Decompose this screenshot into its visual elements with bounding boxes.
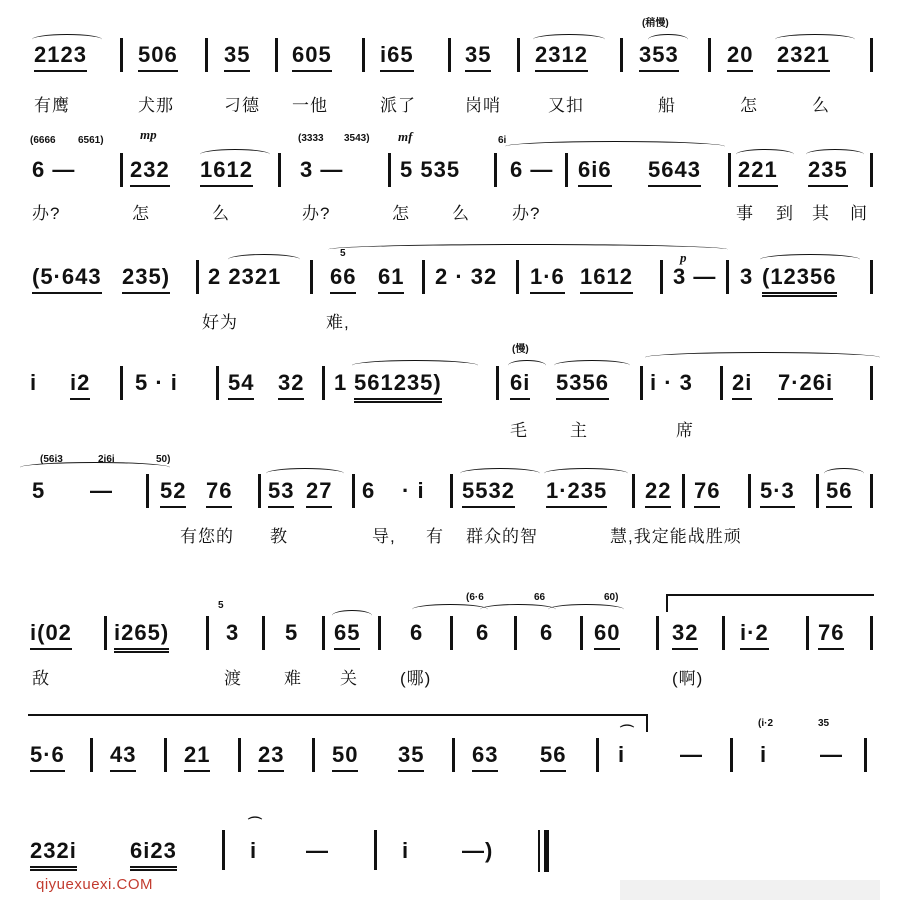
barline xyxy=(275,38,278,72)
note: i xyxy=(250,838,258,863)
barline xyxy=(310,260,313,294)
barline xyxy=(104,616,107,650)
slur xyxy=(460,468,540,479)
barline xyxy=(450,616,453,650)
note: 506 xyxy=(138,40,178,72)
barline xyxy=(374,830,377,870)
note: 232i xyxy=(30,836,77,871)
barline xyxy=(262,616,265,650)
annotation: 60) xyxy=(604,592,619,603)
barline xyxy=(362,38,365,72)
annotation: 35 xyxy=(818,718,830,729)
barline xyxy=(120,153,123,187)
note: — xyxy=(680,742,703,767)
note: 6i23 xyxy=(130,836,177,871)
annotation: (56i3 xyxy=(40,454,63,465)
notes-row-5 xyxy=(0,454,898,516)
note: i·2 xyxy=(740,618,769,650)
lyric: 事 xyxy=(736,204,754,223)
lyric: 刁德 xyxy=(224,96,260,115)
slur xyxy=(533,34,605,45)
note: 56 xyxy=(826,476,852,508)
barline xyxy=(580,616,583,650)
lyric: 么 xyxy=(212,204,230,223)
note: 43 xyxy=(110,740,136,772)
note: 22 xyxy=(645,476,671,508)
lyric: 席 xyxy=(676,421,694,440)
barline xyxy=(870,474,873,508)
note: 2 · 32 xyxy=(435,264,498,289)
note: i65 xyxy=(380,40,414,72)
watermark: qiyuexuexi.COM xyxy=(36,876,154,893)
note: 5·3 xyxy=(760,476,795,508)
barline xyxy=(620,38,623,72)
note: 76 xyxy=(694,476,720,508)
lyric: (啊) xyxy=(672,669,704,688)
note: 65 xyxy=(334,618,360,650)
barline xyxy=(660,260,663,294)
note: 35 xyxy=(465,40,491,72)
note: 1·6 xyxy=(530,262,565,294)
note: 1 xyxy=(334,370,348,395)
note: i xyxy=(30,370,38,395)
barline xyxy=(708,38,711,72)
barline xyxy=(656,616,659,650)
slur xyxy=(775,34,855,45)
slur xyxy=(352,360,478,371)
barline xyxy=(726,260,729,294)
footer-strip xyxy=(620,880,880,900)
barline xyxy=(90,738,93,772)
lyrics-row-6 xyxy=(0,668,898,692)
note: 76 xyxy=(206,476,232,508)
bracket-line xyxy=(646,714,648,732)
slur xyxy=(544,468,628,479)
lyric: 其 xyxy=(812,204,830,223)
lyric: 又扣 xyxy=(548,96,584,115)
note: 3 xyxy=(740,264,754,289)
fermata-icon: ⌒ xyxy=(248,816,262,832)
note: 52 xyxy=(160,476,186,508)
barline xyxy=(322,366,325,400)
note: 63 xyxy=(472,740,498,772)
note: 5·6 xyxy=(30,740,65,772)
slur xyxy=(480,604,556,615)
slur xyxy=(648,34,688,45)
note: 1·235 xyxy=(546,476,607,508)
lyric: 难, xyxy=(326,313,350,332)
note: 54 xyxy=(228,368,254,400)
note: 5356 xyxy=(556,368,609,400)
barline xyxy=(870,153,873,187)
note: 5 xyxy=(285,620,299,645)
lyric: 教 xyxy=(270,527,288,546)
annotation: (i·2 xyxy=(758,718,773,729)
note: 3 — xyxy=(300,157,344,182)
note: i2 xyxy=(70,368,90,400)
notes-row-7 xyxy=(0,718,898,780)
barline xyxy=(596,738,599,772)
barline xyxy=(864,738,867,772)
lyric: 敌 xyxy=(32,669,50,688)
note: 53 xyxy=(268,476,294,508)
slur xyxy=(824,468,864,479)
note: 2123 xyxy=(34,40,87,72)
barline xyxy=(516,260,519,294)
barline xyxy=(258,474,261,508)
bracket-line xyxy=(666,594,668,612)
lyric: 怎 xyxy=(392,204,410,223)
lyric: 到 xyxy=(776,204,794,223)
barline xyxy=(494,153,497,187)
note: i265) xyxy=(114,618,169,653)
lyric: 导, xyxy=(372,527,396,546)
note: — xyxy=(90,478,113,503)
notes-row-8 xyxy=(0,816,898,876)
lyric: 办? xyxy=(32,204,61,223)
lyrics-row-4 xyxy=(0,420,898,444)
note: 27 xyxy=(306,476,332,508)
lyric: 怎 xyxy=(132,204,150,223)
note: 6 xyxy=(540,620,554,645)
tempo-marking: (稍慢) xyxy=(642,18,669,29)
notes-row-6 xyxy=(0,592,898,658)
barline xyxy=(164,738,167,772)
notes-row-3 xyxy=(0,248,898,302)
note: 23 xyxy=(258,740,284,772)
barline xyxy=(565,153,568,187)
slur xyxy=(228,254,300,265)
note: 2i xyxy=(732,368,752,400)
note: — xyxy=(306,838,329,863)
slur xyxy=(20,462,170,473)
barline xyxy=(870,260,873,294)
slur xyxy=(554,360,630,371)
barline xyxy=(720,366,723,400)
annotation: 50) xyxy=(156,454,171,465)
barline xyxy=(322,616,325,650)
dynamic-mark: mp xyxy=(140,127,157,142)
barline xyxy=(196,260,199,294)
note: 6 — xyxy=(32,157,76,182)
barline xyxy=(422,260,425,294)
note: (12356 xyxy=(762,262,837,297)
note: 5 xyxy=(32,478,46,503)
note: i(02 xyxy=(30,618,72,650)
lyrics-row-5 xyxy=(0,526,898,550)
note: 1612 xyxy=(580,262,633,294)
note: 561235) xyxy=(354,368,442,403)
annotation: 6i xyxy=(498,135,507,146)
slur xyxy=(32,34,102,45)
barline xyxy=(496,366,499,400)
final-barline-thin xyxy=(538,830,540,872)
note: i · 3 xyxy=(650,370,693,395)
note: 6i xyxy=(510,368,530,400)
note: 7·26i xyxy=(778,368,833,400)
lyric: (哪) xyxy=(400,669,432,688)
lyric: 派了 xyxy=(380,96,416,115)
lyric: 船 xyxy=(658,96,676,115)
lyric: 好为 xyxy=(202,313,238,332)
slur xyxy=(760,254,860,265)
grace-note: 5 xyxy=(340,248,346,259)
barline xyxy=(238,738,241,772)
lyric: 难 xyxy=(284,669,302,688)
barline xyxy=(205,38,208,72)
barline xyxy=(450,474,453,508)
note: 32 xyxy=(278,368,304,400)
tempo-marking: (慢) xyxy=(512,344,529,355)
barline xyxy=(728,153,731,187)
slur xyxy=(806,149,864,160)
note: i xyxy=(760,742,768,767)
note: 32 xyxy=(672,618,698,650)
notes-row-2 xyxy=(0,127,898,195)
note: i xyxy=(618,742,626,767)
note: 1612 xyxy=(200,155,253,187)
lyric: 办? xyxy=(512,204,541,223)
slur xyxy=(736,149,794,160)
barline xyxy=(216,366,219,400)
annotation: 3543) xyxy=(344,133,370,144)
annotation: (3333 xyxy=(298,133,324,144)
note: 21 xyxy=(184,740,210,772)
barline xyxy=(206,616,209,650)
barline xyxy=(378,616,381,650)
note: 5532 xyxy=(462,476,515,508)
note: (5·643 xyxy=(32,262,102,294)
bracket-line xyxy=(666,594,874,596)
barline xyxy=(146,474,149,508)
slur xyxy=(200,149,270,160)
note: 605 xyxy=(292,40,332,72)
lyric: 办? xyxy=(302,204,331,223)
final-barline-thick xyxy=(544,830,549,872)
note: 35 xyxy=(224,40,250,72)
note: 61 xyxy=(378,262,404,294)
note: 353 xyxy=(639,40,679,72)
note: 66 xyxy=(330,262,356,294)
note: 6i6 xyxy=(578,155,612,187)
note: 50 xyxy=(332,740,358,772)
dynamic-mark: p xyxy=(680,250,687,265)
note: 6 xyxy=(410,620,424,645)
lyric: 群众的智 xyxy=(466,527,538,546)
lyrics-row-2 xyxy=(0,203,898,227)
barline xyxy=(312,738,315,772)
lyric: 有 xyxy=(426,527,444,546)
barline xyxy=(632,474,635,508)
barline xyxy=(870,366,873,400)
barline xyxy=(120,38,123,72)
barline xyxy=(870,38,873,72)
grace-note: 5 xyxy=(218,600,224,611)
note: 6 xyxy=(476,620,490,645)
note: 6 xyxy=(362,478,376,503)
slur xyxy=(508,360,546,371)
barline xyxy=(748,474,751,508)
dynamic-mark: mf xyxy=(398,129,413,144)
note: 5 · i xyxy=(135,370,178,395)
barline xyxy=(452,738,455,772)
lyric: 关 xyxy=(340,669,358,688)
note: 5643 xyxy=(648,155,701,187)
barline xyxy=(517,38,520,72)
note: 3 xyxy=(226,620,240,645)
annotation: 6561) xyxy=(78,135,104,146)
slur xyxy=(332,610,372,621)
note: 232 xyxy=(130,155,170,187)
note: 56 xyxy=(540,740,566,772)
annotation: (6666 xyxy=(30,135,56,146)
barline xyxy=(222,830,225,870)
slur xyxy=(266,468,344,479)
note: 2321 xyxy=(777,40,830,72)
slur xyxy=(328,244,728,255)
note: 6 — xyxy=(510,157,554,182)
barline xyxy=(388,153,391,187)
note: 221 xyxy=(738,155,778,187)
lyric: 有鹰 xyxy=(34,96,70,115)
lyric: 有您的 xyxy=(180,527,234,546)
barline xyxy=(278,153,281,187)
bracket-line xyxy=(28,714,648,716)
slur xyxy=(505,141,725,152)
barline xyxy=(120,366,123,400)
slur xyxy=(645,352,880,363)
barline xyxy=(514,616,517,650)
lyric: 间 xyxy=(850,204,868,223)
barline xyxy=(448,38,451,72)
note: 76 xyxy=(818,618,844,650)
notes-row-1 xyxy=(0,18,898,80)
note: 3 — xyxy=(673,264,717,289)
slur xyxy=(412,604,488,615)
barline xyxy=(352,474,355,508)
lyric: 渡 xyxy=(224,669,242,688)
lyric: 慧,我定能战胜顽 xyxy=(610,527,742,546)
lyric: 毛 xyxy=(510,421,528,440)
barline xyxy=(682,474,685,508)
note: i xyxy=(402,838,410,863)
barline xyxy=(640,366,643,400)
barline xyxy=(806,616,809,650)
note: 60 xyxy=(594,618,620,650)
lyric: 一他 xyxy=(292,96,328,115)
lyric: 么 xyxy=(812,96,830,115)
note: 5 535 xyxy=(400,157,461,182)
note: — xyxy=(820,742,843,767)
lyric: 怎 xyxy=(740,96,758,115)
lyric: 么 xyxy=(452,204,470,223)
slur xyxy=(548,604,624,615)
annotation: 2i6i xyxy=(98,454,115,465)
note: 235) xyxy=(122,262,170,294)
note: 35 xyxy=(398,740,424,772)
note: 235 xyxy=(808,155,848,187)
annotation: (6·6 xyxy=(466,592,484,603)
lyrics-row-1 xyxy=(0,95,898,119)
barline xyxy=(722,616,725,650)
note: · i xyxy=(402,478,425,503)
fermata-icon: ⌒ xyxy=(620,724,634,740)
note: 20 xyxy=(727,40,753,72)
barline xyxy=(870,616,873,650)
lyrics-row-3 xyxy=(0,312,898,336)
lyric: 主 xyxy=(570,421,588,440)
note: 2 2321 xyxy=(208,264,282,289)
note: —) xyxy=(462,838,494,863)
lyric: 岗哨 xyxy=(465,96,501,115)
barline xyxy=(730,738,733,772)
note: 2312 xyxy=(535,40,588,72)
lyric: 犬那 xyxy=(138,96,174,115)
notes-row-4 xyxy=(0,344,898,408)
barline xyxy=(816,474,819,508)
annotation: 66 xyxy=(534,592,546,603)
